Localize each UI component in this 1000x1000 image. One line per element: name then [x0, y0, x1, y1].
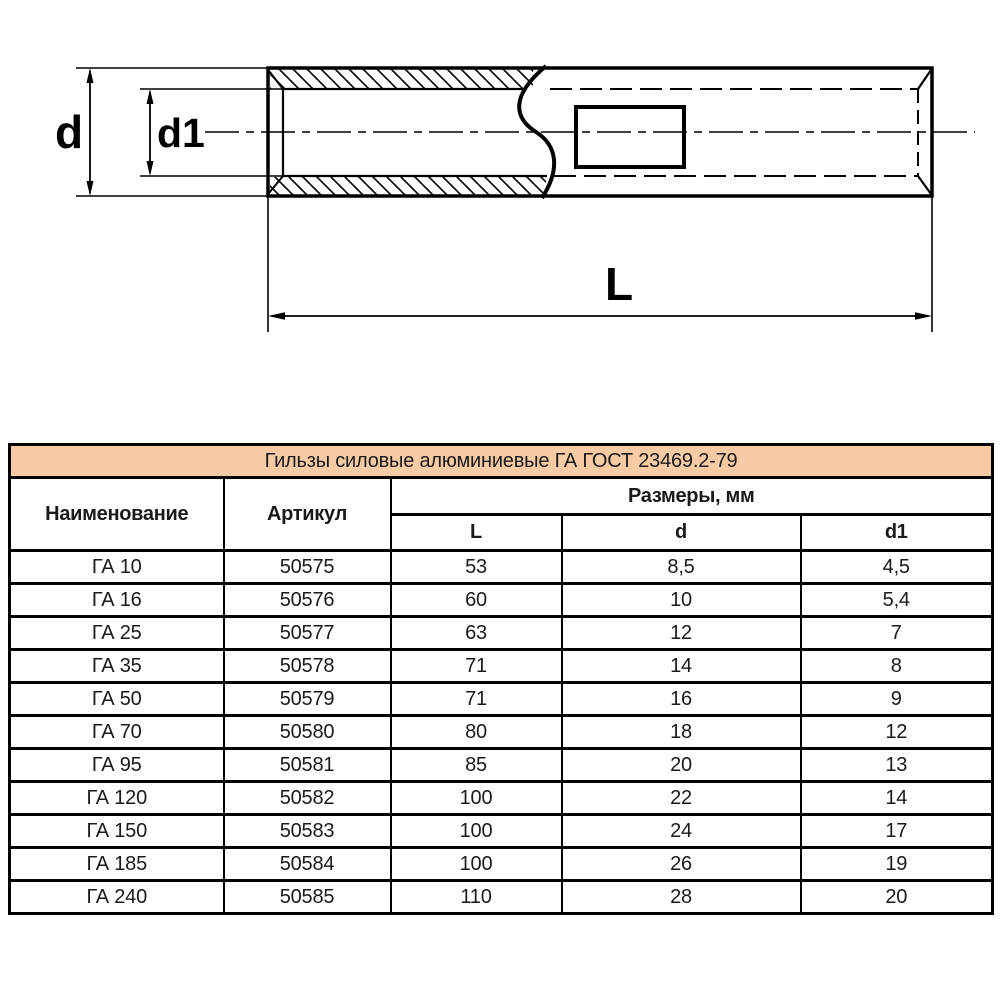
cell-d: 20 — [562, 749, 801, 782]
cell-L: 110 — [391, 881, 562, 914]
cell-name: ГА 120 — [10, 782, 224, 815]
cell-L: 53 — [391, 551, 562, 584]
cell-L: 85 — [391, 749, 562, 782]
cell-name: ГА 150 — [10, 815, 224, 848]
cell-sku: 50583 — [224, 815, 391, 848]
table-row — [10, 749, 993, 782]
table-row — [10, 683, 993, 716]
cell-name: ГА 25 — [10, 617, 224, 650]
cell-d: 10 — [562, 584, 801, 617]
right-chamfer-top — [918, 70, 931, 89]
cell-name: ГА 70 — [10, 716, 224, 749]
cell-d1: 17 — [801, 815, 993, 848]
cell-d: 18 — [562, 716, 801, 749]
cell-name: ГА 50 — [10, 683, 224, 716]
table-row — [10, 551, 993, 584]
cell-d: 22 — [562, 782, 801, 815]
cell-d1: 8 — [801, 650, 993, 683]
cell-sku: 50575 — [224, 551, 391, 584]
cell-sku: 50585 — [224, 881, 391, 914]
table-row — [10, 782, 993, 815]
cell-name: ГА 240 — [10, 881, 224, 914]
cell-d1: 7 — [801, 617, 993, 650]
cell-d1: 5,4 — [801, 584, 993, 617]
cell-d: 26 — [562, 848, 801, 881]
table-row — [10, 716, 993, 749]
cell-L: 100 — [391, 815, 562, 848]
cell-d: 12 — [562, 617, 801, 650]
cell-d1: 14 — [801, 782, 993, 815]
d1-arrow-down — [147, 161, 154, 176]
col-header-dimensions: Размеры, мм — [391, 478, 993, 515]
cell-L: 100 — [391, 848, 562, 881]
cell-d: 28 — [562, 881, 801, 914]
cell-d1: 12 — [801, 716, 993, 749]
marking-window — [576, 107, 684, 167]
L-label: L — [605, 258, 634, 310]
header-row-1 — [10, 478, 993, 515]
cell-L: 100 — [391, 782, 562, 815]
col-header-L: L — [391, 515, 562, 551]
cell-d: 8,5 — [562, 551, 801, 584]
cell-L: 63 — [391, 617, 562, 650]
cell-name: ГА 95 — [10, 749, 224, 782]
cell-sku: 50584 — [224, 848, 391, 881]
cell-d1: 9 — [801, 683, 993, 716]
cell-sku: 50576 — [224, 584, 391, 617]
cell-sku: 50581 — [224, 749, 391, 782]
cell-name: ГА 10 — [10, 551, 224, 584]
col-header-d: d — [562, 515, 801, 551]
table-row — [10, 848, 993, 881]
cell-sku: 50582 — [224, 782, 391, 815]
col-header-sku: Артикул — [224, 478, 391, 551]
L-arrow-left — [268, 312, 285, 320]
cell-sku: 50579 — [224, 683, 391, 716]
d-arrow-up — [87, 68, 94, 83]
table-row — [10, 650, 993, 683]
table-title: Гильзы силовые алюминиевые ГА ГОСТ 23469.2-79 — [10, 445, 993, 478]
d-arrow-down — [87, 181, 94, 196]
cell-sku: 50580 — [224, 716, 391, 749]
sleeve-technical-drawing — [0, 0, 1000, 380]
cell-sku: 50577 — [224, 617, 391, 650]
d-label: d — [55, 106, 84, 158]
L-arrow-right — [915, 312, 932, 320]
cell-d: 16 — [562, 683, 801, 716]
col-header-d1: d1 — [801, 515, 993, 551]
cell-L: 80 — [391, 716, 562, 749]
cell-d: 14 — [562, 650, 801, 683]
table-row — [10, 815, 993, 848]
cell-d1: 19 — [801, 848, 993, 881]
col-header-name: Наименование — [10, 478, 224, 551]
cell-d1: 20 — [801, 881, 993, 914]
hatch-bottom-wall — [270, 177, 546, 196]
table-row — [10, 881, 993, 914]
cell-name: ГА 16 — [10, 584, 224, 617]
d1-label: d1 — [157, 110, 205, 156]
table-row — [10, 617, 993, 650]
cell-L: 71 — [391, 683, 562, 716]
table-title-row — [10, 445, 993, 478]
d1-arrow-up — [147, 89, 154, 104]
cell-name: ГА 185 — [10, 848, 224, 881]
cell-L: 71 — [391, 650, 562, 683]
cell-d1: 4,5 — [801, 551, 993, 584]
table-row — [10, 584, 993, 617]
cell-L: 60 — [391, 584, 562, 617]
right-chamfer-bottom — [918, 176, 931, 194]
cell-d1: 13 — [801, 749, 993, 782]
cell-d: 24 — [562, 815, 801, 848]
hatch-top-wall — [270, 68, 533, 89]
spec-table — [8, 443, 994, 915]
cell-name: ГА 35 — [10, 650, 224, 683]
cell-sku: 50578 — [224, 650, 391, 683]
